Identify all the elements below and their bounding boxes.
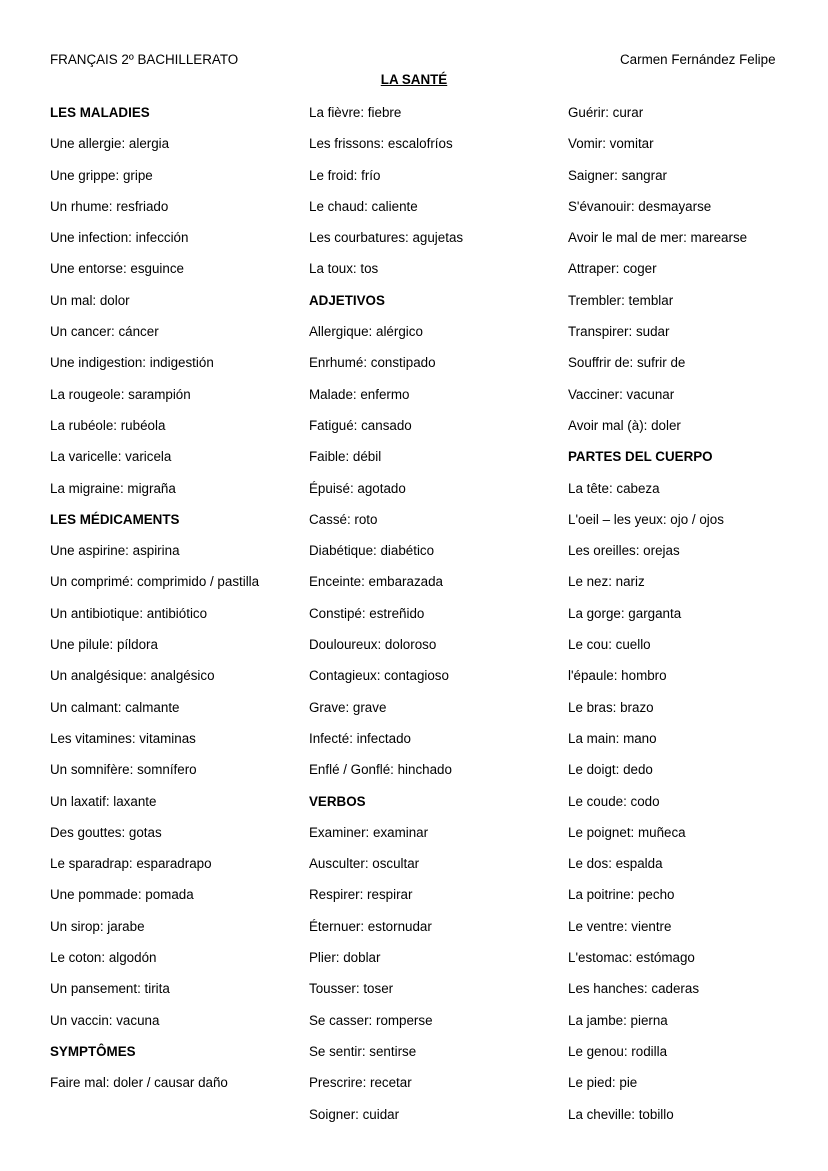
section-heading: LES MALADIES (50, 105, 150, 120)
vocab-entry: Un laxatif: laxante (50, 793, 157, 809)
vocab-entry: La fièvre: fiebre (309, 105, 402, 120)
vocab-entry: Le sparadrap: esparadrapo (50, 856, 212, 872)
vocab-entry: Vacciner: vacunar (568, 386, 675, 402)
vocab-entry: Les vitamines: vitaminas (50, 730, 196, 746)
vocab-entry: Se casser: romperse (309, 1012, 433, 1028)
section-heading: LES MÉDICAMENTS (50, 511, 180, 527)
header-author: Carmen Fernández Felipe (620, 52, 776, 67)
vocab-entry: La varicelle: varicela (50, 449, 172, 465)
vocab-column-1 (50, 102, 295, 1104)
vocab-entry: Attraper: coger (568, 261, 657, 277)
vocab-entry: Le ventre: vientre (568, 918, 672, 934)
vocab-entry: Un analgésique: analgésico (50, 668, 215, 684)
vocab-entry: Diabétique: diabético (309, 543, 435, 559)
vocab-entry: Les hanches: caderas (568, 981, 700, 997)
vocab-entry: Le genou: rodilla (568, 1043, 668, 1059)
vocab-entry: Des gouttes: gotas (50, 824, 162, 840)
vocab-column-2 (309, 102, 554, 1135)
vocab-entry: La jambe: pierna (568, 1012, 668, 1028)
vocab-entry: Éternuer: estornudar (309, 918, 432, 934)
vocab-entry: Une grippe: gripe (50, 167, 153, 183)
vocab-entry: Le pied: pie (568, 1075, 638, 1091)
vocab-entry: Une infection: infección (50, 230, 189, 246)
vocab-entry: Les oreilles: orejas (568, 543, 680, 559)
vocab-entry: Grave: grave (309, 699, 387, 715)
vocab-entry: Le coton: algodón (50, 950, 157, 966)
vocab-entry: Contagieux: contagioso (309, 668, 449, 684)
vocab-entry: Enflé / Gonflé: hinchado (309, 762, 452, 778)
vocab-entry: Allergique: alérgico (309, 324, 423, 340)
vocab-entry: Le coude: codo (568, 793, 660, 809)
vocab-entry: Se sentir: sentirse (309, 1043, 417, 1059)
vocab-entry: Examiner: examinar (309, 824, 429, 840)
vocab-entry: Épuisé: agotado (309, 480, 406, 496)
vocab-entry: Enrhumé: constipado (309, 355, 436, 371)
vocab-entry: Cassé: roto (309, 511, 378, 527)
vocab-entry: S'évanouir: desmayarse (568, 198, 712, 214)
vocab-entry: Un pansement: tirita (50, 981, 170, 997)
vocab-entry: Le bras: brazo (568, 699, 654, 715)
vocab-entry: Un mal: dolor (50, 292, 130, 308)
vocab-entry: Le chaud: caliente (309, 198, 418, 214)
vocab-entry: Une aspirine: aspirina (50, 543, 180, 559)
vocab-entry: L'oeil – les yeux: ojo / ojos (568, 511, 724, 527)
vocab-entry: Un sirop: jarabe (50, 918, 145, 934)
page-title: LA SANTÉ (380, 72, 448, 87)
vocab-entry: Avoir mal (à): doler (568, 417, 681, 433)
vocab-entry: Faible: débil (309, 449, 382, 465)
vocab-entry: L'estomac: estómago (568, 950, 695, 966)
vocab-entry: La main: mano (568, 730, 657, 746)
vocab-entry: Faire mal: doler / causar daño (50, 1075, 228, 1091)
vocab-entry: Les frissons: escalofríos (309, 136, 453, 152)
vocab-entry: Les courbatures: agujetas (309, 230, 464, 246)
vocab-entry: Tousser: toser (309, 981, 394, 997)
vocab-entry: Le froid: frío (309, 167, 381, 183)
vocab-entry: Un calmant: calmante (50, 699, 180, 715)
vocab-entry: Respirer: respirar (309, 887, 413, 903)
vocab-entry: Un comprimé: comprimido / pastilla (50, 574, 260, 590)
vocab-entry: Malade: enfermo (309, 386, 410, 402)
vocab-entry: Une pilule: píldora (50, 637, 158, 653)
vocab-entry: Prescrire: recetar (309, 1075, 412, 1091)
vocab-entry: Constipé: estreñido (309, 605, 425, 621)
vocab-entry: La tête: cabeza (568, 480, 660, 496)
vocab-entry: Transpirer: sudar (568, 324, 670, 340)
vocab-entry: Avoir le mal de mer: marearse (568, 230, 748, 246)
vocab-entry: La rubéole: rubéola (50, 417, 166, 433)
vocab-entry: Le poignet: muñeca (568, 824, 686, 840)
vocab-entry: Une indigestion: indigestión (50, 355, 214, 371)
section-heading: SYMPTÔMES (50, 1043, 136, 1059)
vocab-entry: Guérir: curar (568, 105, 644, 120)
vocab-entry: Saigner: sangrar (568, 167, 667, 183)
vocab-entry: Souffrir de: sufrir de (568, 355, 686, 371)
vocab-entry: Une entorse: esguince (50, 261, 184, 277)
vocab-entry: Infecté: infectado (309, 730, 411, 746)
section-heading: PARTES DEL CUERPO (568, 449, 713, 465)
vocab-entry: Vomir: vomitar (568, 136, 654, 152)
section-heading: VERBOS (309, 793, 366, 809)
vocab-entry: Un rhume: resfriado (50, 198, 169, 214)
vocab-entry: Un cancer: cáncer (50, 324, 159, 340)
vocab-entry: Une pommade: pomada (50, 887, 194, 903)
vocab-entry: l'épaule: hombro (568, 668, 667, 684)
vocab-entry: Ausculter: oscultar (309, 856, 420, 872)
vocab-entry: La poitrine: pecho (568, 887, 675, 903)
vocab-entry: Le nez: nariz (568, 574, 645, 590)
vocab-entry: Le cou: cuello (568, 637, 651, 653)
vocab-entry: Un antibiotique: antibiótico (50, 605, 208, 621)
header-course: FRANÇAIS 2º BACHILLERATO (50, 52, 239, 67)
vocab-entry: La migraine: migraña (50, 480, 176, 496)
vocab-column-3 (568, 102, 813, 1135)
vocab-entry: Soigner: cuidar (309, 1106, 400, 1122)
vocab-entry: Trembler: temblar (568, 292, 674, 308)
vocab-entry: Une allergie: alergia (50, 136, 170, 152)
vocab-entry: Plier: doblar (309, 950, 381, 966)
vocab-entry: Enceinte: embarazada (309, 574, 443, 590)
vocab-entry: Le dos: espalda (568, 856, 663, 872)
vocab-entry: Fatigué: cansado (309, 417, 412, 433)
vocab-entry: Un vaccin: vacuna (50, 1012, 160, 1028)
vocab-entry: La rougeole: sarampión (50, 386, 191, 402)
section-heading: ADJETIVOS (309, 292, 385, 308)
vocab-entry: La toux: tos (309, 261, 379, 277)
vocab-entry: La cheville: tobillo (568, 1106, 674, 1122)
vocab-entry: La gorge: garganta (568, 605, 682, 621)
vocab-entry: Douloureux: doloroso (309, 637, 437, 653)
vocab-entry: Un somnifère: somnífero (50, 762, 197, 778)
vocab-entry: Le doigt: dedo (568, 762, 653, 778)
